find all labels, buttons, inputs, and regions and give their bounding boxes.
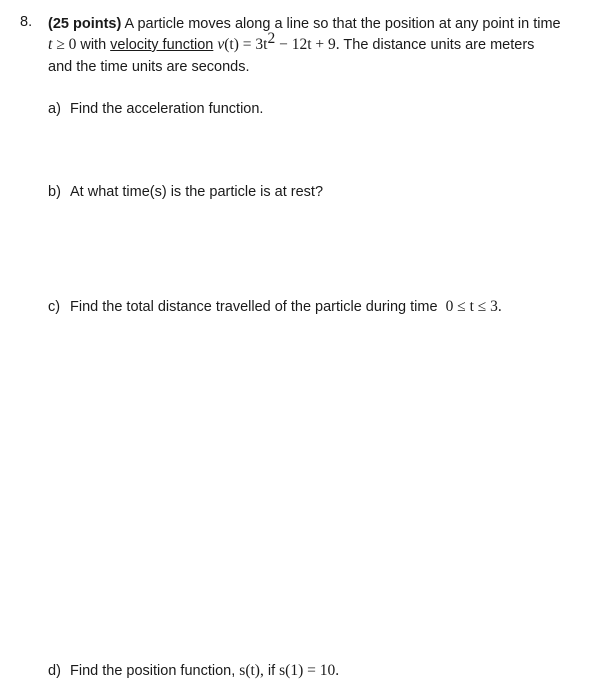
- part-c-math: 0 ≤ t ≤ 3.: [445, 298, 502, 315]
- part-b: [48, 182, 323, 202]
- math-t: t: [48, 36, 53, 53]
- question-number: [20, 14, 32, 30]
- part-b-text: At what time(s) is the particle is at rest?: [70, 184, 324, 200]
- part-c: [48, 297, 502, 317]
- math-v: v: [217, 36, 225, 53]
- question-text-1: A particle moves along a line so that the position at any point in time: [124, 16, 561, 32]
- part-d-text-2: if: [263, 663, 280, 679]
- question-text-2-tail: The distance units are meters: [339, 37, 535, 53]
- part-c-letter: c): [48, 299, 61, 315]
- part-d: [48, 661, 339, 681]
- with-text: with: [76, 37, 111, 53]
- part-a-letter: a): [48, 101, 61, 117]
- part-a: [48, 99, 263, 119]
- question-line-3: [48, 57, 250, 77]
- math-ge-zero: ≥ 0: [52, 36, 77, 53]
- part-a-text: Find the acceleration function.: [70, 101, 264, 117]
- question-line-2: [48, 30, 535, 55]
- part-c-text: Find the total distance travelled of the particle during time: [70, 299, 438, 315]
- math-square: 2: [267, 30, 276, 48]
- math-velocity-expr: (t) = 3t: [224, 36, 268, 53]
- points-label: (25 points): [48, 16, 122, 32]
- question-line-1: [48, 14, 561, 34]
- part-d-text: Find the position function,: [70, 663, 236, 679]
- part-d-letter: d): [48, 663, 61, 679]
- part-d-math-2: s(1) = 10.: [279, 662, 340, 679]
- part-d-math-1: s(t),: [239, 662, 264, 679]
- question-text-3: and the time units are seconds.: [48, 59, 250, 75]
- question-number-label: 8.: [20, 14, 33, 30]
- part-b-letter: b): [48, 184, 61, 200]
- velocity-function-link: velocity function: [110, 37, 214, 53]
- math-velocity-rest: − 12t + 9.: [275, 36, 340, 53]
